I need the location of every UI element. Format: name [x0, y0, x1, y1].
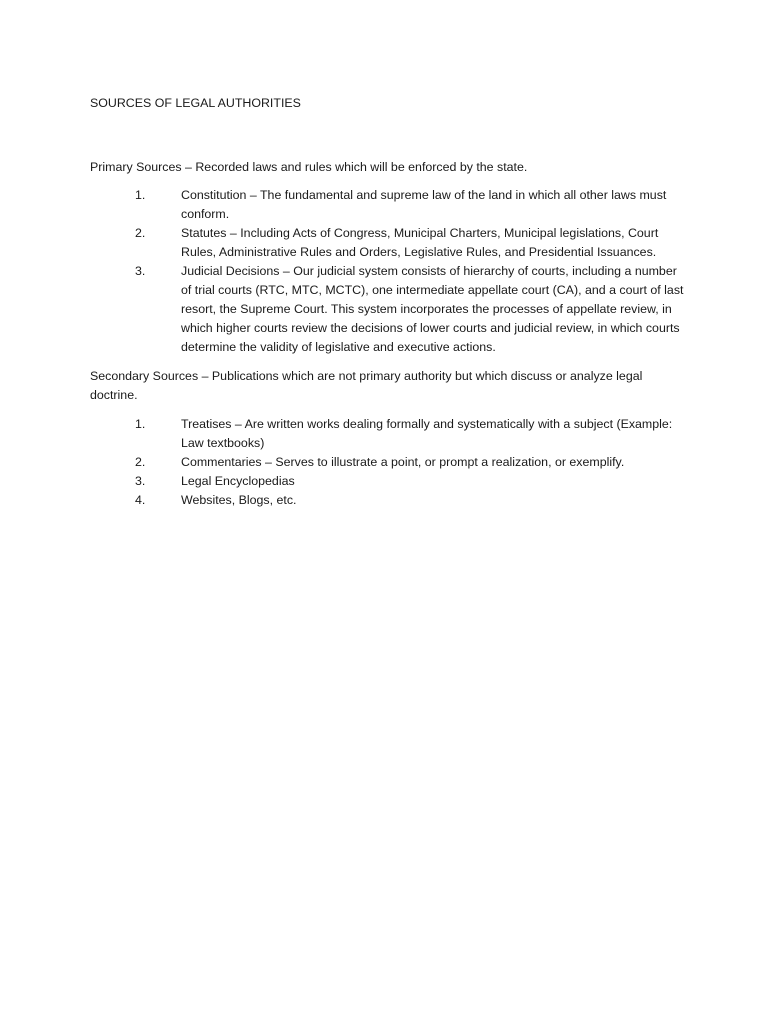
document-page [90, 94, 690, 520]
list-item-text: Treatises – Are written works dealing formally and systematically with a subject (Example: Law textbooks) [181, 417, 673, 450]
primary-sources-intro: Primary Sources – Recorded laws and rules which will be enforced by the state. [90, 160, 528, 174]
list-item-number: 3. [135, 264, 146, 278]
list-item-constitution [90, 186, 690, 224]
list-item-legal-encyclopedias [90, 472, 690, 491]
list-item-number: 4. [135, 493, 146, 507]
list-item-judicial-decisions [90, 262, 690, 357]
primary-sources-list [90, 186, 690, 357]
list-item-websites-blogs [90, 491, 690, 510]
list-item-number: 2. [135, 226, 146, 240]
list-item-text: Legal Encyclopedias [181, 474, 295, 488]
list-item-text: Statutes – Including Acts of Congress, Municipal Charters, Municipal legislations, Court Rules, Administrative Rules and Orders, Legislative Rules, and Presidential Issuances. [181, 226, 659, 259]
list-item-commentaries [90, 453, 690, 472]
list-item-text: Websites, Blogs, etc. [181, 493, 297, 507]
list-item-number: 1. [135, 188, 146, 202]
list-item-text: Commentaries – Serves to illustrate a point, or prompt a realization, or exemplify. [181, 455, 625, 469]
document-title: SOURCES OF LEGAL AUTHORITIES [90, 96, 301, 110]
list-item-treatises [90, 415, 690, 453]
list-item-text: Judicial Decisions – Our judicial system consists of hierarchy of courts, including a number of trial courts (RTC, MTC, MCTC), one intermediate appellate court (CA), and a court of last resort, the Supreme Court. This system incorporates the processes of appellate review, in which higher courts review the decisions of lower courts and judicial review, in which courts determine the validity of legislative and executive actions. [181, 264, 684, 354]
list-item-number: 2. [135, 455, 146, 469]
secondary-sources-intro: Secondary Sources – Publications which are not primary authority but which discuss or analyze legal doctrine. [90, 369, 643, 402]
list-item-statutes [90, 224, 690, 262]
list-item-number: 3. [135, 474, 146, 488]
list-item-number: 1. [135, 417, 146, 431]
list-item-text: Constitution – The fundamental and supreme law of the land in which all other laws must conform. [181, 188, 667, 221]
secondary-sources-list [90, 415, 690, 510]
